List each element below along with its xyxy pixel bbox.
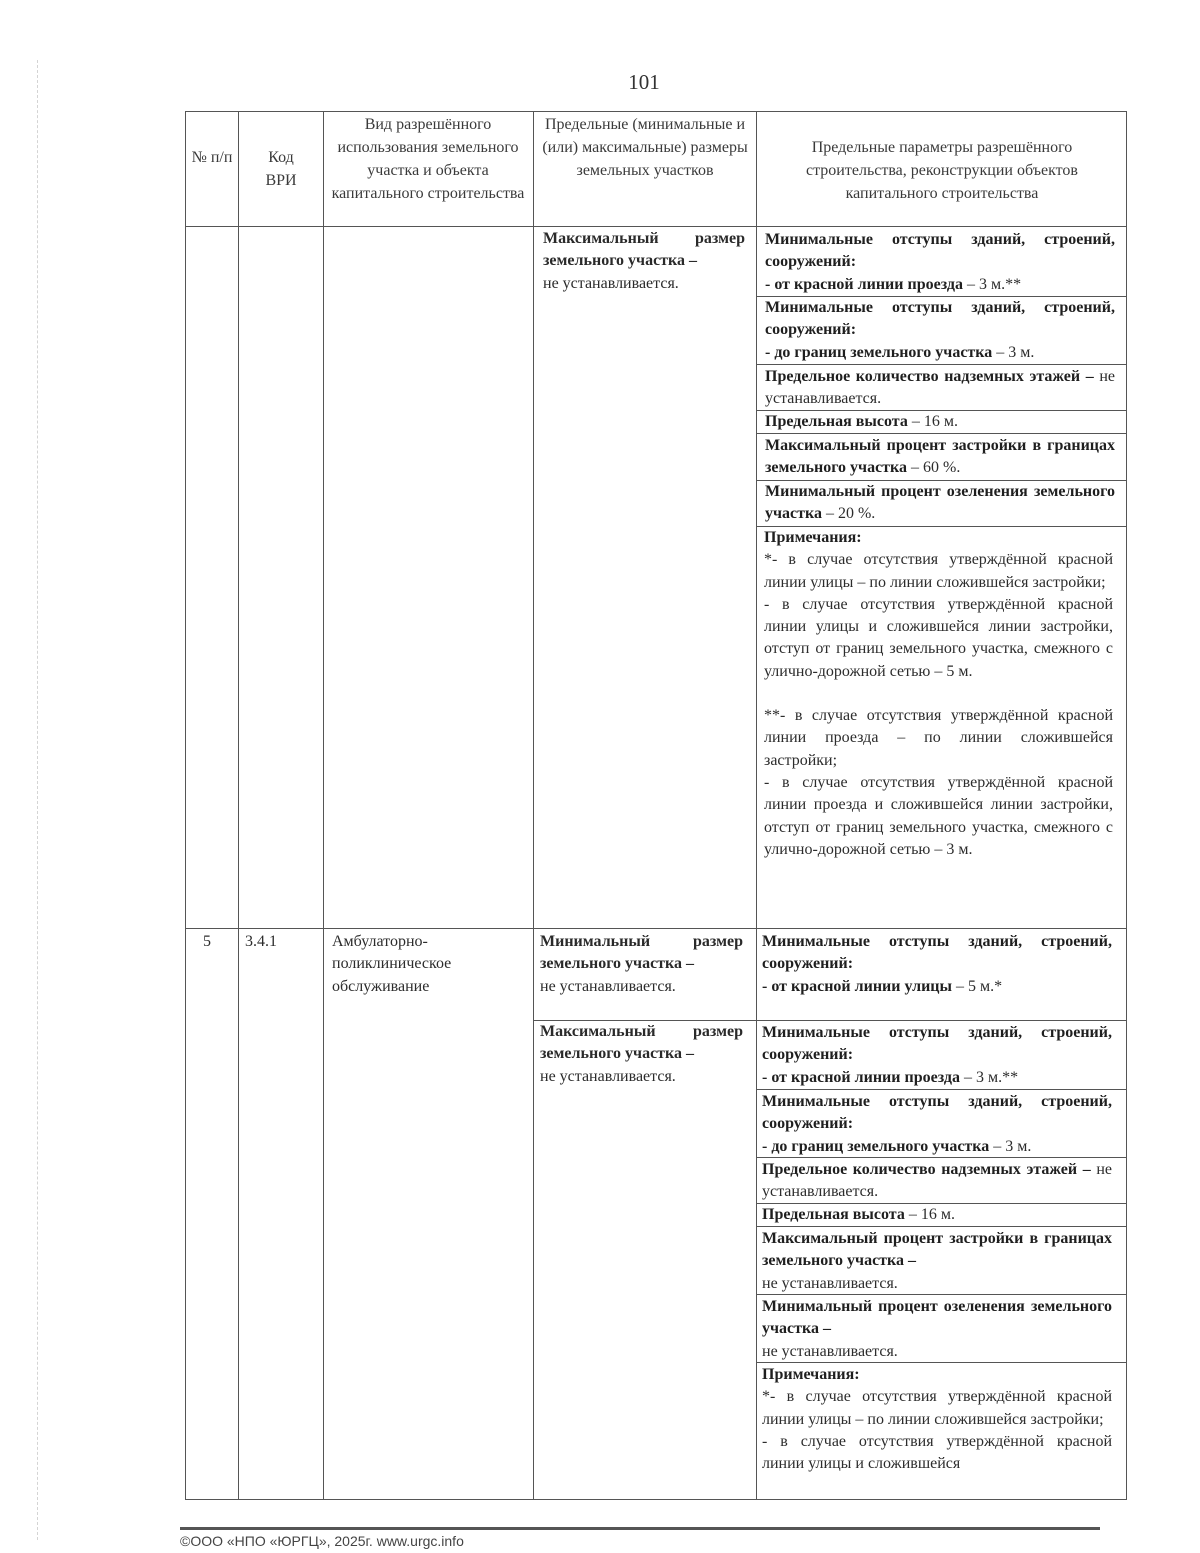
header-code: Код ВРИ bbox=[265, 149, 297, 189]
param-value: – 16 м. bbox=[904, 1206, 955, 1223]
param-label: - от красной линии проезда bbox=[765, 275, 963, 293]
note-item: *- в случае отсутствия утверждённой красной линии улицы – по линии сложившейся застройки; bbox=[762, 1388, 1112, 1428]
param-label: Минимальный процент озеленения земельного участка bbox=[765, 483, 1115, 523]
param-divider bbox=[756, 1089, 1127, 1090]
scan-edge-line bbox=[37, 60, 38, 1540]
note-item: *- в случае отсутствия утверждённой красной линии улицы – по линии сложившейся застройки; bbox=[764, 551, 1113, 591]
param-cell bbox=[765, 411, 1115, 433]
page-number: 101 bbox=[628, 70, 660, 94]
param-value: не устанавливается. bbox=[762, 1274, 898, 1292]
param-value: не устанавливается. bbox=[762, 1161, 1112, 1201]
col-divider-2 bbox=[323, 111, 324, 1500]
size-max-value: не устанавливается. bbox=[543, 274, 679, 292]
param-value: – 3 м.** bbox=[959, 1068, 1019, 1086]
header-kind: Вид разрешённого использования земельного участка и объекта капитального строительства bbox=[331, 116, 525, 202]
param-label: Минимальные отступы зданий, строений, сооружений: bbox=[765, 299, 1115, 339]
param-value: – 5 м.* bbox=[952, 977, 1003, 995]
param-cell bbox=[765, 481, 1115, 526]
size-max-cell-cont bbox=[543, 228, 745, 295]
param-value: – 3 м. bbox=[992, 343, 1035, 361]
param-cell bbox=[762, 1159, 1112, 1204]
param-label: Максимальный процент застройки в границах земельного участка bbox=[765, 437, 1115, 477]
param-value: – 3 м. bbox=[989, 1137, 1032, 1155]
param-value: – 20 %. bbox=[821, 505, 876, 523]
param-label: Предельная высота bbox=[765, 413, 908, 430]
notes-title: Примечания: bbox=[762, 1366, 860, 1383]
note-item: - в случае отсутствия утверждённой красной линии улицы и сложившейся линии застройки, отступ от границ земельного участка, смежного с улично-дорожной сетью – 5 м. bbox=[764, 595, 1113, 680]
param-value: – 3 м.** bbox=[962, 275, 1022, 293]
param-cell bbox=[765, 435, 1115, 480]
param-cell bbox=[762, 931, 1112, 998]
notes-cell bbox=[764, 527, 1113, 861]
param-label: Минимальные отступы зданий, строений, сооружений: bbox=[762, 1093, 1112, 1133]
col-divider-4 bbox=[756, 111, 757, 1500]
header-sizes: Предельные (минимальные и (или) максимальные) размеры земельных участков bbox=[542, 116, 748, 179]
col-divider-1 bbox=[238, 111, 239, 1500]
row-separator bbox=[185, 928, 1127, 929]
param-label: - от красной линии улицы bbox=[762, 977, 952, 995]
size-min-title: Минимальный размер земельного участка – bbox=[540, 933, 743, 973]
size-min-cell bbox=[540, 931, 743, 998]
size-min-value: не устанавливается. bbox=[540, 977, 676, 995]
param-label: Минимальные отступы зданий, строений, сооружений: bbox=[762, 933, 1112, 973]
footer-copyright: ©ООО «НПО «ЮРГЦ», 2025г. www.urgc.info bbox=[180, 1533, 464, 1549]
param-label: Минимальные отступы зданий, строений, сооружений: bbox=[762, 1024, 1112, 1064]
note-item: - в случае отсутствия утверждённой красной линии улицы и сложившейся bbox=[762, 1432, 1112, 1473]
param-label: Минимальные отступы зданий, строений, сооружений: bbox=[765, 231, 1115, 271]
notes-title: Примечания: bbox=[764, 529, 862, 546]
header-num: № п/п bbox=[191, 149, 233, 166]
param-cell bbox=[765, 297, 1115, 364]
param-value: не устанавливается. bbox=[765, 368, 1115, 408]
param-value: – 60 %. bbox=[907, 459, 961, 477]
param-cell bbox=[762, 1228, 1112, 1295]
notes-cell bbox=[762, 1364, 1112, 1475]
param-cell bbox=[762, 1022, 1112, 1089]
footer-rule bbox=[180, 1527, 1100, 1530]
param-label: - до границ земельного участка bbox=[762, 1137, 990, 1155]
note-spacer bbox=[764, 683, 1113, 705]
param-divider bbox=[756, 1020, 1127, 1021]
size-max-value: не устанавливается. bbox=[540, 1067, 676, 1085]
size-max-title: Максимальный размер земельного участка – bbox=[543, 230, 745, 270]
row-kind: Амбулаторно-поликлиническое обслуживание bbox=[332, 933, 452, 995]
size-max-title: Максимальный размер земельного участка – bbox=[540, 1023, 743, 1063]
param-cell bbox=[765, 229, 1115, 296]
col-divider-3 bbox=[533, 111, 534, 1500]
note-item: - в случае отсутствия утверждённой красной линии проезда и сложившейся линии застройки, отступ от границ земельного участка, смежного с улично-дорожной сетью – 3 м. bbox=[764, 773, 1113, 858]
param-cell bbox=[762, 1296, 1112, 1363]
param-label: Максимальный процент застройки в границах земельного участка – bbox=[762, 1230, 1112, 1270]
param-label: - до границ земельного участка bbox=[765, 343, 993, 361]
row-num: 5 bbox=[203, 933, 211, 950]
param-cell bbox=[762, 1091, 1112, 1158]
param-cell bbox=[762, 1204, 1112, 1226]
size-max-cell bbox=[540, 1021, 743, 1088]
param-label: Предельная высота bbox=[762, 1206, 905, 1223]
param-label: Предельное количество надземных этажей – bbox=[765, 368, 1094, 385]
param-label: - от красной линии проезда bbox=[762, 1068, 960, 1086]
param-label: Предельное количество надземных этажей – bbox=[762, 1161, 1091, 1178]
param-divider bbox=[756, 364, 1127, 365]
note-item: **- в случае отсутствия утверждённой красной линии проезда – по линии сложившейся застройки; bbox=[764, 707, 1113, 769]
param-value: – 16 м. bbox=[907, 413, 958, 430]
param-label: Минимальный процент озеленения земельного участка – bbox=[762, 1298, 1112, 1338]
header-bottom-border bbox=[185, 226, 1127, 227]
param-cell bbox=[765, 366, 1115, 411]
header-params: Предельные параметры разрешённого строительства, реконструкции объектов капитального строительства bbox=[806, 139, 1078, 202]
row-code: 3.4.1 bbox=[245, 933, 277, 950]
param-value: не устанавливается. bbox=[762, 1342, 898, 1360]
